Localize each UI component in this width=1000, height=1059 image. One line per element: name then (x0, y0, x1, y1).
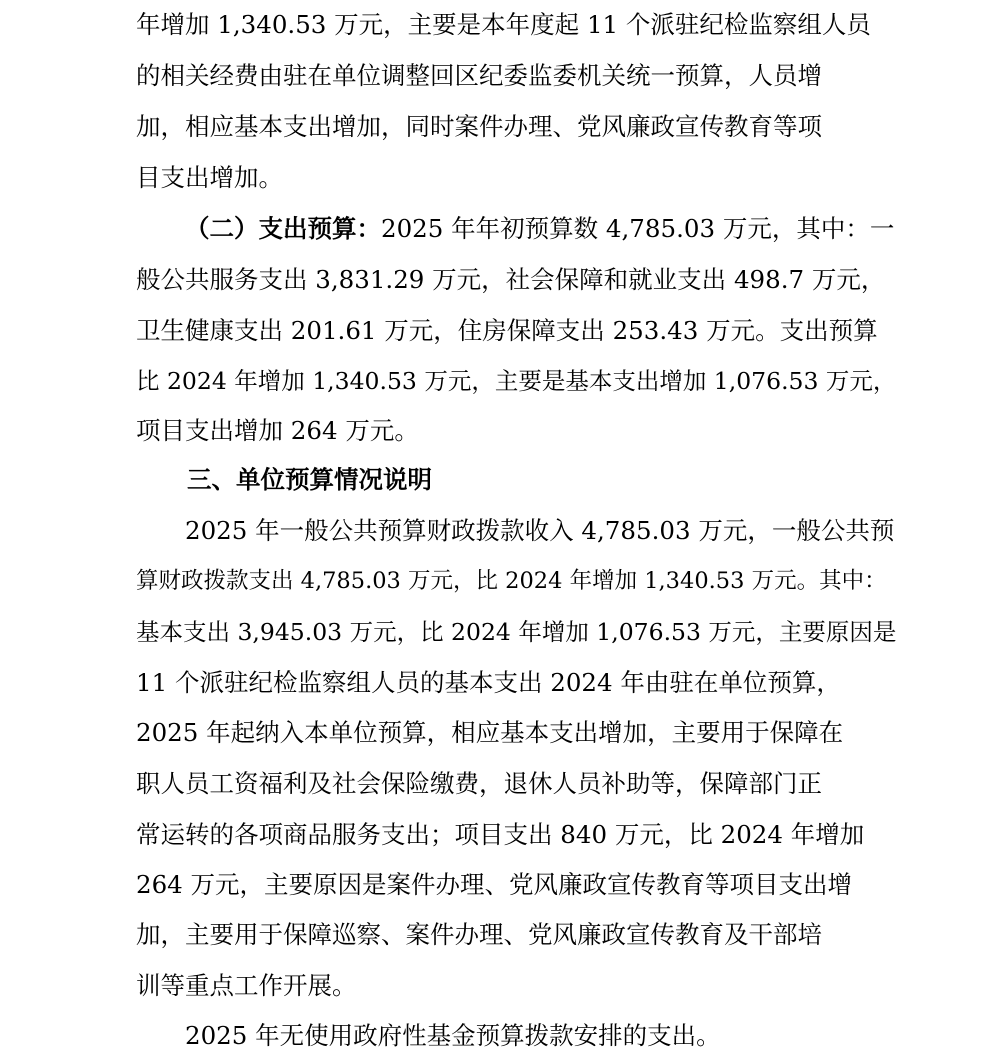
paragraph-2-line-4: 比 2024 年增加 1,340.53 万元，主要是基本支出增加 1,076.53 万元， (136, 367, 897, 395)
paragraph-1-line-1: 年增加 1,340.53 万元，主要是本年度起 11 个派驻纪检监察组人员 (136, 10, 871, 39)
paragraph-1-line-2: 的相关经费由驻在单位调整回区纪委监委机关统一预算，人员增 (136, 61, 822, 90)
paragraph-4-line-1: 2025 年无使用政府性基金预算拨款安排的支出。 (185, 1021, 721, 1050)
paragraph-3-line-2: 算财政拨款支出 4,785.03 万元，比 2024 年增加 1,340.53 万元。其中： (136, 568, 887, 594)
paragraph-3-line-6: 职人员工资福利及社会保险缴费，退休人员补助等，保障部门正 (136, 769, 822, 798)
paragraph-3-line-1: 2025 年一般公共预算财政拨款收入 4,785.03 万元，一般公共预 (185, 516, 895, 545)
paragraph-1-line-4: 目支出增加。 (136, 163, 283, 192)
paragraph-3-line-9: 加，主要用于保障巡察、案件办理、党风廉政宣传教育及干部培 (136, 920, 822, 949)
paragraph-2-line-3: 卫生健康支出 201.61 万元，住房保障支出 253.43 万元。支出预算 (136, 316, 878, 345)
section-3-heading: 三、单位预算情况说明 (187, 465, 432, 494)
paragraph-2-label: （二）支出预算： (185, 214, 381, 243)
paragraph-2-line-2: 般公共服务支出 3,831.29 万元，社会保障和就业支出 498.7 万元， (136, 265, 886, 294)
paragraph-1-line-3: 加，相应基本支出增加，同时案件办理、党风廉政宣传教育等项 (136, 112, 822, 141)
paragraph-2-line-5: 项目支出增加 264 万元。 (136, 416, 419, 445)
paragraph-2-line-1 (185, 212, 894, 246)
paragraph-3-line-5: 2025 年起纳入本单位预算，相应基本支出增加，主要用于保障在 (136, 718, 844, 747)
paragraph-3-line-10: 训等重点工作开展。 (136, 971, 357, 1000)
paragraph-3-line-4: 11 个派驻纪检监察组人员的基本支出 2024 年由驻在单位预算， (136, 668, 841, 697)
paragraph-3-line-7: 常运转的各项商品服务支出；项目支出 840 万元，比 2024 年增加 (136, 820, 865, 849)
paragraph-3-line-8: 264 万元，主要原因是案件办理、党风廉政宣传教育等项目支出增 (136, 870, 853, 899)
paragraph-2-line-1-text: 2025 年年初预算数 4,785.03 万元，其中：一 (381, 214, 895, 243)
paragraph-3-line-3: 基本支出 3,945.03 万元，比 2024 年增加 1,076.53 万元，主要原因是 (136, 618, 897, 646)
